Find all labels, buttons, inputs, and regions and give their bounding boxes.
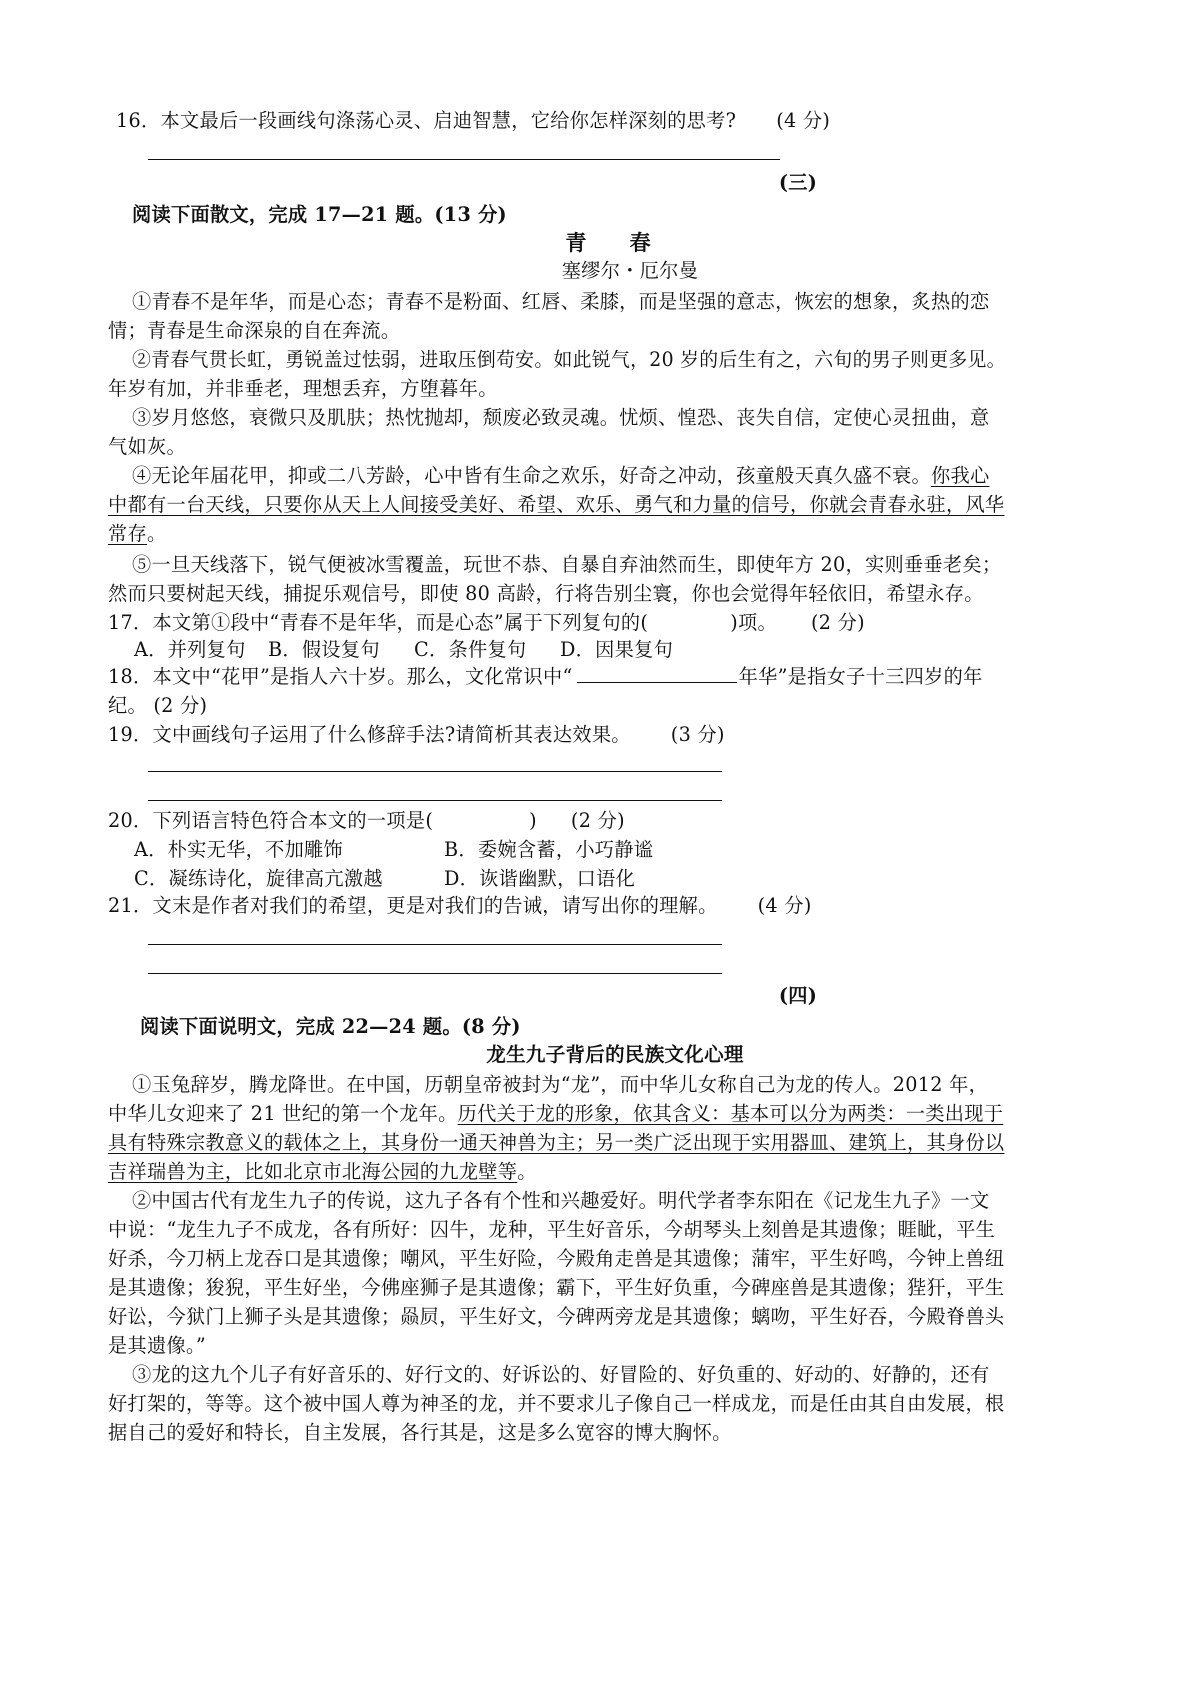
question-20-score: (2 分) [570,809,625,832]
question-20-stem: 20．下列语言特色符合本文的一项是( [108,809,434,832]
underlined-sentence: 你我心 [931,464,990,487]
answer-line-21a[interactable] [148,944,722,945]
question-17 [108,610,865,636]
essay-p1-line1: ①青春不是年华，而是心态；青春不是粉面、红唇、柔膝，而是坚强的意志，恢宏的想象，炙热的恋 [132,290,990,313]
question-20-options-row2 [134,866,635,892]
essay-p3-line1: ③岁月悠悠，衰微只及肌肤；热忱抛却，颓废必致灵魂。忧烦、惶恐、丧失自信，定使心灵扭曲，意 [132,406,990,429]
question-17-stem-end: )项。 [730,611,777,634]
period: 。 [517,1160,537,1183]
question-21-text: 21．文末是作者对我们的希望，更是对我们的告诫，请写出你的理解。 [108,894,718,917]
article-p3-line3: 据自己的爱好和特长，自主发展，各行其是，这是多么宽容的博大胸怀。 [108,1421,732,1444]
question-20 [108,808,625,834]
essay-p4-text: ④无论年届花甲，抑或二八芳龄，心中皆有生命之欢乐，好奇之冲动，孩童般天真久盛不衰。 [132,464,931,487]
option-b[interactable]: B．假设复句 [268,638,380,661]
option-a[interactable]: A．并列复句 [134,638,246,661]
question-21-score: (4 分) [757,894,812,917]
option-d[interactable]: D．因果复句 [560,638,674,661]
essay-p5-line1: ⑤一旦天线落下，锐气便被冰雪覆盖，玩世不恭、自暴自弃油然而生，即使年方 20，实则垂垂老矣； [132,553,1002,576]
essay-p1-line2: 情；青春是生命深泉的自在奔流。 [108,319,401,342]
article-p2-line3: 好杀，今刀柄上龙吞口是其遗像；嘲风，平生好险，今殿角走兽是其遗像；蒲牢，平生好鸣，今钟上兽纽 [108,1247,1005,1270]
underlined-sentence: 吉祥瑞兽为主，比如北京市北海公园的九龙壁等 [108,1160,518,1183]
question-17-stem: 17．本文第①段中“青春不是年华，而是心态”属于下列复句的( [108,611,649,634]
article-p2-line2: 中说：“龙生九子不成龙，各有所好：囚牛，龙种，平生好音乐，今胡琴头上刻兽是其遗像；睚眦，平生 [108,1218,996,1241]
underlined-sentence: 历代关于龙的形象，依其含义：基本可以分为两类：一类出现于 [457,1102,1004,1125]
essay-p3-line2: 气如灰。 [108,435,186,458]
essay-p4-line2 [108,492,1004,518]
question-19 [108,722,725,748]
essay-p2-line1: ②青春气贯长虹，勇锐盖过怯弱，进取压倒苟安。如此锐气，20 岁的后生有之，六旬的男子则更多见。 [132,348,1006,371]
question-16 [116,108,830,134]
section-3-heading: (三) [778,171,818,194]
question-19-text: 19．文中画线句子运用了什么修辞手法?请简析其表达效果。 [108,723,631,746]
article-p2-line4: 是其遗像；狻猊，平生好坐，今佛座狮子是其遗像；霸下，平生好负重，今碑座兽是其遗像；狴犴，平生 [108,1276,1005,1299]
answer-blank-18[interactable] [577,664,737,683]
option-b[interactable]: B．委婉含蓄，小巧静谧 [444,838,654,861]
essay-author: 塞缪尔・厄尔曼 [561,259,699,282]
answer-line-19a[interactable] [148,771,722,772]
option-d[interactable]: D．诙谐幽默，口语化 [444,867,636,890]
essay-title: 青 春 [565,230,669,255]
question-21 [108,893,812,919]
answer-line-16[interactable] [148,159,780,160]
article-p1-line4 [108,1159,537,1185]
question-18-line2: 纪。 (2 分) [108,694,208,717]
underlined-sentence: 常存 [108,522,147,545]
question-20-stem-end: ) [529,809,537,832]
section-4-heading: (四) [778,984,818,1007]
article-p2-line6: 是其遗像。” [108,1334,206,1357]
question-20-options-row1 [134,837,653,863]
article-p1-line2 [108,1101,1003,1127]
question-19-score: (3 分) [670,723,725,746]
option-c[interactable]: C．凝练诗化，旋律高亢激越 [134,867,383,890]
question-16-text: 16．本文最后一段画线句涤荡心灵、启迪智慧，它给你怎样深刻的思考? [116,109,737,132]
section-3-intro: 阅读下面散文，完成 17—21 题。(13 分) [132,203,507,226]
underlined-sentence: 具有特殊宗教意义的载体之上，其身份一通天神兽为主；另一类广泛出现于实用器皿、建筑上，其身份以 [108,1131,1005,1154]
question-18-stem-end: 年华”是指女子十三四岁的年 [738,665,983,688]
article-p2-line5: 好讼，今狱门上狮子头是其遗像；赑屃，平生好文，今碑两旁龙是其遗像；螭吻，平生好吞，今殿脊兽头 [108,1305,1005,1328]
article-p1-line1: ①玉兔辞岁，腾龙降世。在中国，历朝皇帝被封为“龙”，而中华儿女称自己为龙的传人。2012 年， [132,1073,989,1096]
article-p1-line3 [108,1130,1004,1156]
essay-p4-line1 [132,463,989,489]
question-18-line1 [108,664,983,690]
question-18-stem: 18．本文中“花甲”是指人六十岁。那么，文化常识中“ [108,665,573,688]
option-a[interactable]: A．朴实无华，不加雕饰 [134,838,344,861]
essay-p5-line2: 然而只要树起天线，捕捉乐观信号，即使 80 高龄，行将告别尘寰，你也会觉得年轻依旧，希望永存。 [108,582,984,605]
question-16-score: (4 分) [776,109,831,132]
essay-p4-line3 [108,521,166,547]
essay-p2-line2: 年岁有加，并非垂老，理想丢弃，方堕暮年。 [108,377,498,400]
question-17-options [134,637,673,663]
underlined-sentence: 中都有一台天线，只要你从天上人间接受美好、希望、欢乐、勇气和力量的信号，你就会青春永驻，风华 [108,493,1005,516]
article-p1-text: 中华儿女迎来了 21 世纪的第一个龙年。 [108,1102,458,1125]
option-c[interactable]: C．条件复句 [414,638,527,661]
answer-line-19b[interactable] [148,800,722,801]
question-17-score: (2 分) [810,611,865,634]
period: 。 [146,522,167,545]
article-p2-line1: ②中国古代有龙生九子的传说，这九子各有个性和兴趣爱好。明代学者李东阳在《记龙生九子》一文 [132,1189,990,1212]
section-4-intro: 阅读下面说明文，完成 22—24 题。(8 分) [140,1015,521,1038]
article-title: 龙生九子背后的民族文化心理 [486,1043,744,1066]
answer-line-21b[interactable] [148,973,722,974]
article-p3-line1: ③龙的这九个儿子有好音乐的、好行文的、好诉讼的、好冒险的、好负重的、好动的、好静的，还有 [132,1363,990,1386]
article-p3-line2: 好打架的，等等。这个被中国人尊为神圣的龙，并不要求儿子像自己一样成龙，而是任由其自由发展，根 [108,1392,1005,1415]
